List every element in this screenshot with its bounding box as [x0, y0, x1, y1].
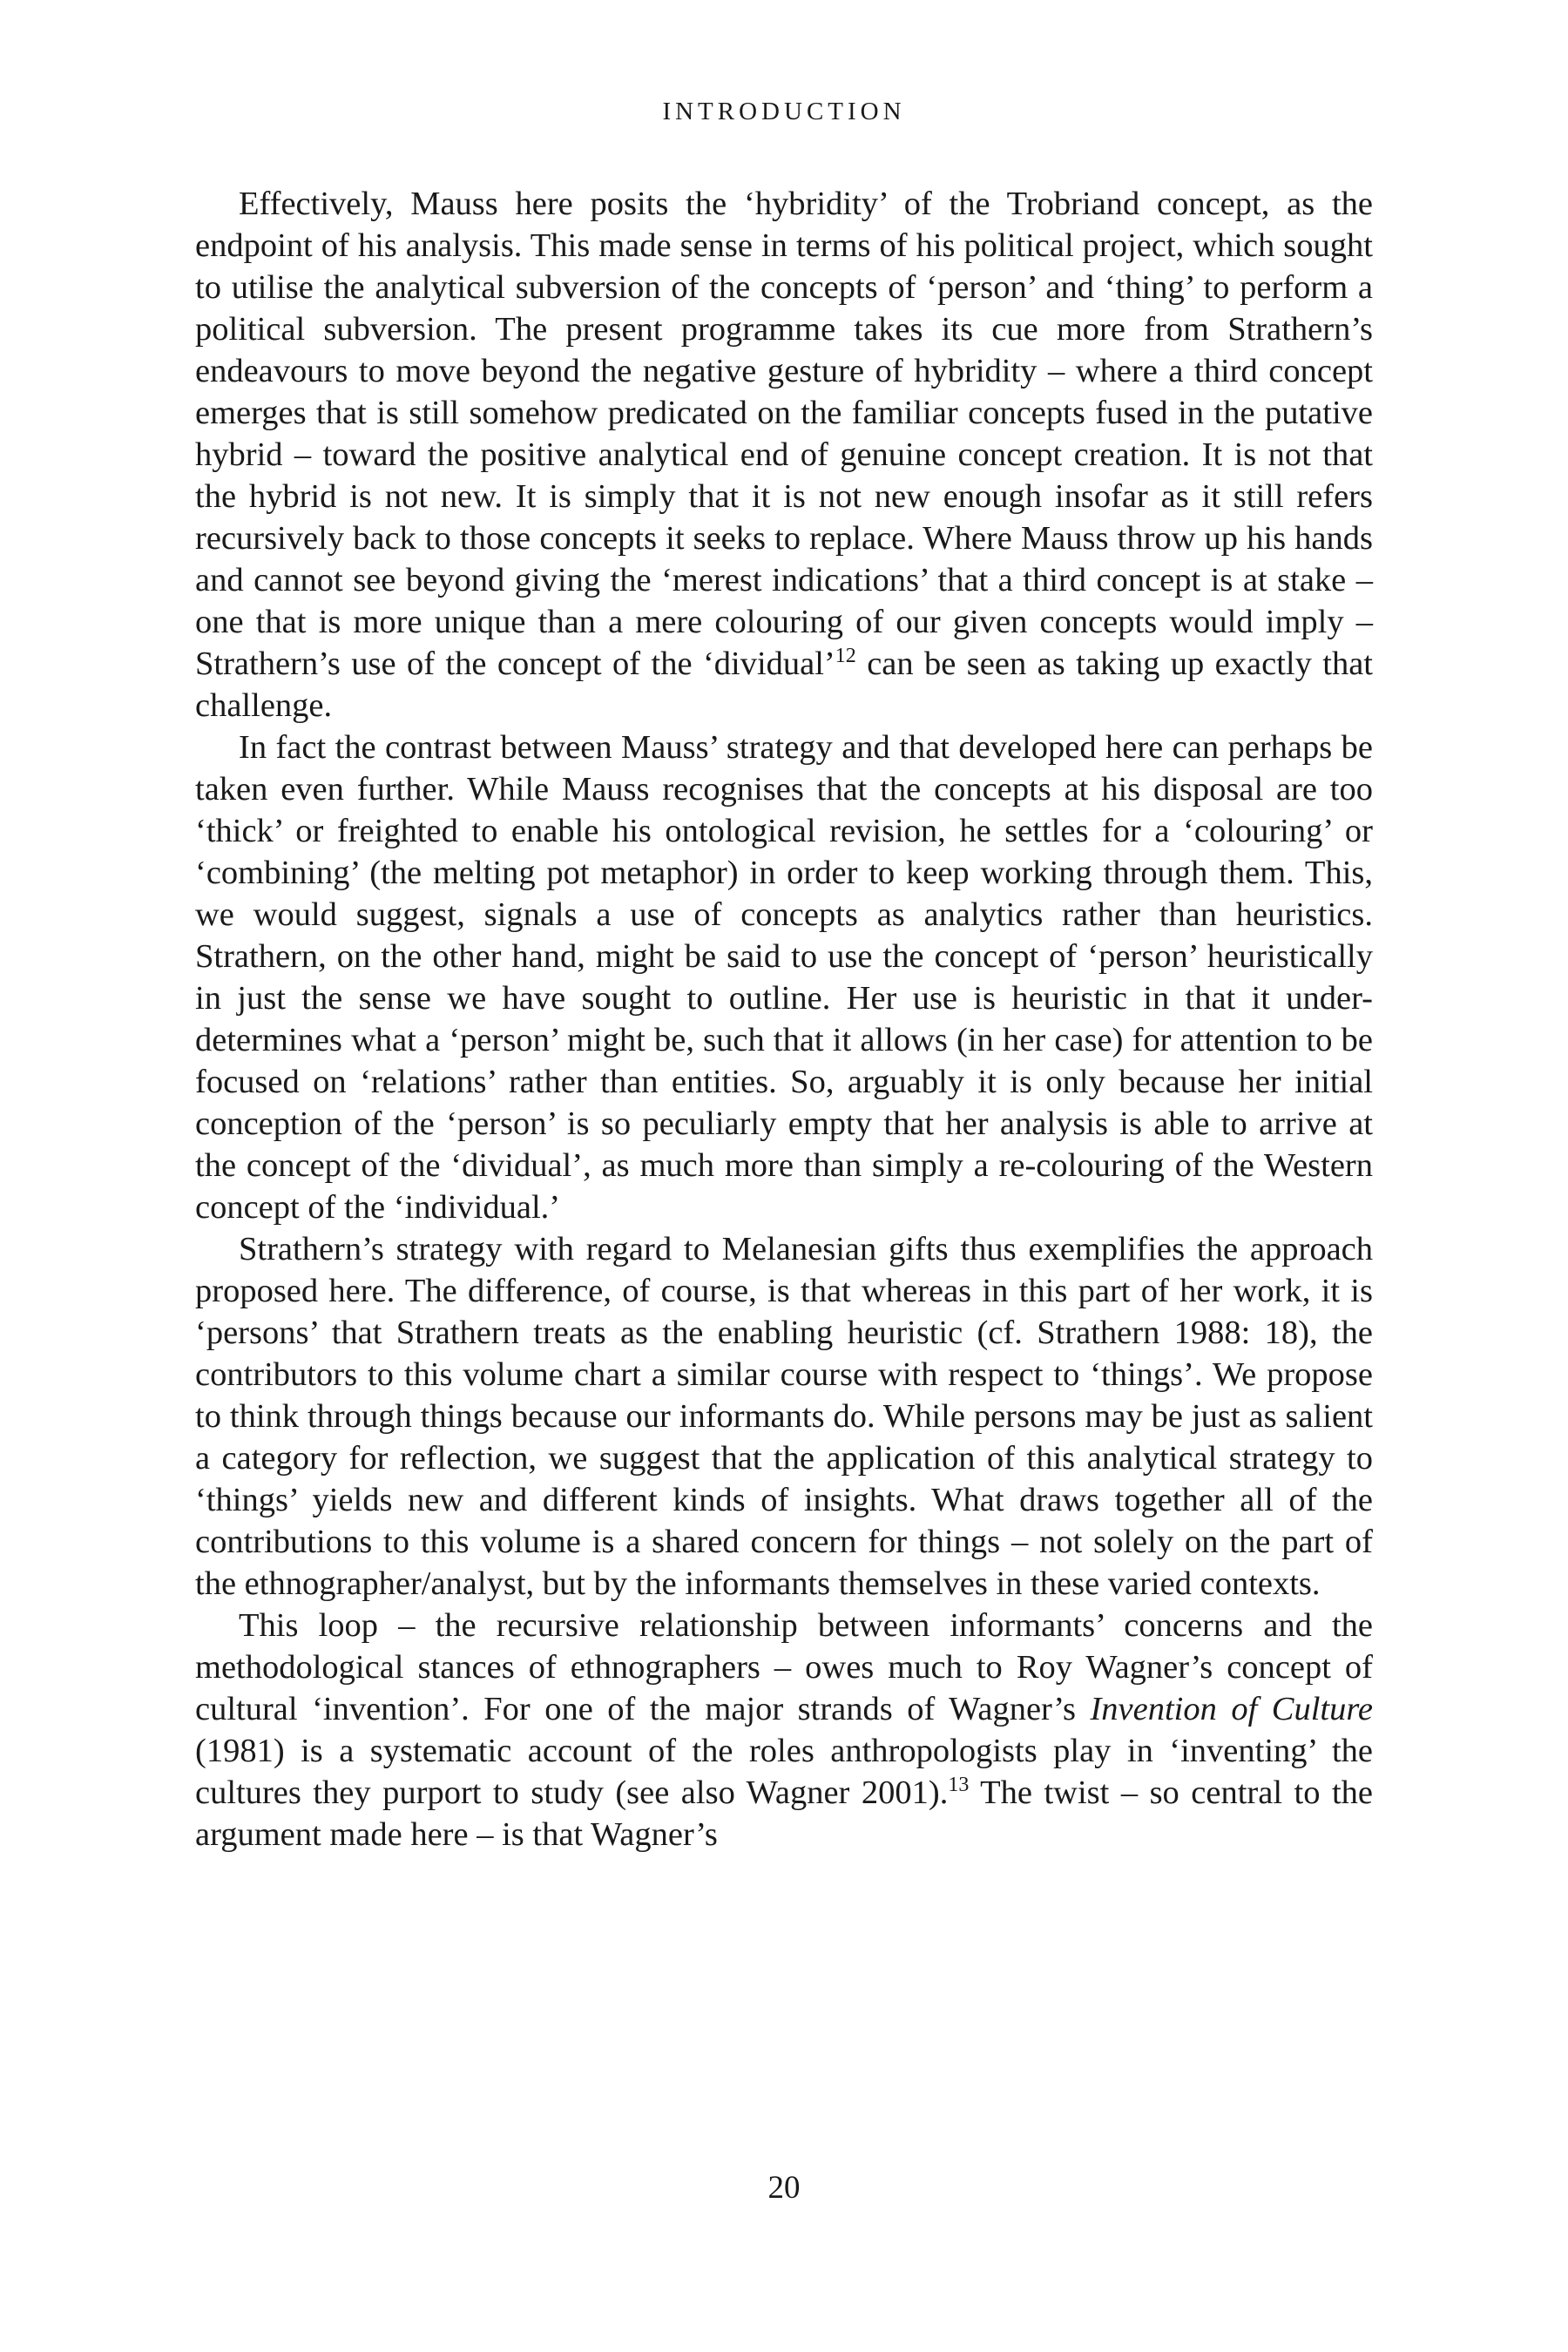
footnote-ref-13[interactable]: 13 — [948, 1774, 970, 1796]
paragraph-4-text-before: This loop – the recursive relationship between informants’ concerns and the methodological stances of ethnographers – owes much to Roy Wagner’s concept of cultural ‘invention’. For one of the major strands of Wagner’s — [195, 1607, 1373, 1727]
paragraph-1-text: Effectively, Mauss here posits the ‘hybridity’ of the Trobriand concept, as the endpoint of his analysis. This made sense in terms of his political project, which sought to utilise the analytical subversion of the concepts of ‘person’ and ‘thing’ to perform a political subversion. The present programme takes its cue more from Strathern’s endeavours to move beyond the negative gesture of hybridity – where a third concept emerges that is still somehow predicated on the familiar concepts fused in the putative hybrid – toward the positive analytical end of genuine concept creation. It is not that the hybrid is not new. It is simply that it is not new enough insofar as it still refers recursively back to those concepts it seeks to replace. Where Mauss throw up his hands and cannot see beyond giving the ‘merest indications’ that a third concept is at stake – one that is more unique than a mere colouring of our given concepts would imply – Strathern’s use of the concept of the ‘dividual’ — [195, 186, 1373, 682]
book-title-italic: Invention of Culture — [1090, 1691, 1373, 1727]
body-text — [195, 183, 1373, 1855]
paragraph-4 — [195, 1605, 1373, 1855]
page-number: 20 — [767, 2170, 801, 2206]
paragraph-1 — [195, 183, 1373, 727]
paragraph-3 — [195, 1228, 1373, 1605]
paragraph-3-text: Strathern’s strategy with regard to Melanesian gifts thus exemplifies the approach proposed here. The difference, of course, is that whereas in this part of her work, it is ‘persons’ that Strathern treats as the enabling heuristic (cf. Strathern 1988: 18), the contributors to this volume chart a similar course with respect to ‘things’. We propose to think through things because our informants do. While persons may be just as salient a category for reflection, we suggest that the application of this analytical strategy to ‘things’ yields new and different kinds of insights. What draws together all of the contributions to this volume is a shared concern for things – not solely on the part of the ethnographer/analyst, but by the informants themselves in these varied contexts. — [195, 1231, 1373, 1602]
running-head: INTRODUCTION — [662, 98, 906, 125]
paragraph-4-text: (1981) is a systematic account of the roles anthropologists play in ‘inventing’ the cultures they purport to study (see also Wagner 2001). — [195, 1733, 1373, 1811]
paragraph-4-text-after: The twist – so central to the argument made here – is that Wagner’s — [195, 1774, 1373, 1853]
paragraph-2-text: In fact the contrast between Mauss’ strategy and that developed here can perhaps be taken even further. While Mauss recognises that the concepts at his disposal are too ‘thick’ or freighted to enable his ontological revision, he settles for a ‘colouring’ or ‘combining’ (the melting pot metaphor) in order to keep working through them. This, we would suggest, signals a use of concepts as analytics rather than heuristics. Strathern, on the other hand, might be said to use the concept of ‘person’ heuristically in just the sense we have sought to outline. Her use is heuristic in that it under-determines what a ‘person’ might be, such that it allows (in her case) for attention to be focused on ‘relations’ rather than entities. So, arguably it is only because her initial conception of the ‘person’ is so peculiarly empty that her analysis is able to arrive at the concept of the ‘dividual’, as much more than simply a re-colouring of the Western concept of the ‘individual.’ — [195, 729, 1373, 1226]
paragraph-2 — [195, 727, 1373, 1228]
footnote-ref-12[interactable]: 12 — [835, 645, 856, 667]
paragraph-1-text-after: can be seen as taking up exactly that challenge. — [195, 645, 1373, 724]
